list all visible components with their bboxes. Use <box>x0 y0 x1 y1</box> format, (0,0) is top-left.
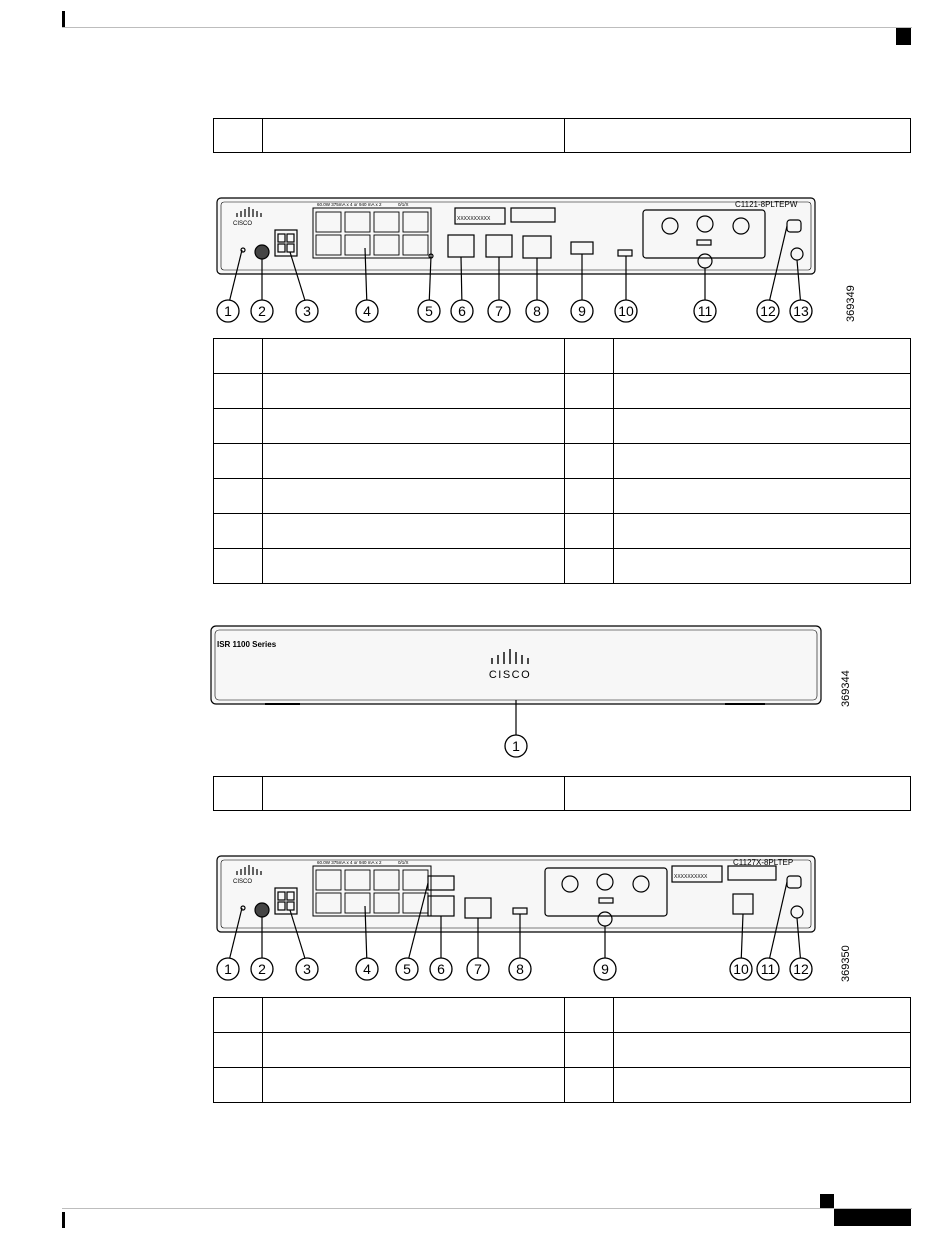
router-rear-panel-figure-3 <box>205 848 845 988</box>
figure-id-2: 369344 <box>840 670 852 707</box>
table-row <box>214 777 911 811</box>
table-row <box>214 374 911 409</box>
port-group-label: 0/1/X <box>398 860 409 865</box>
callout-8: 8 <box>533 303 541 319</box>
callout-12: 12 <box>760 303 776 319</box>
table-row <box>214 479 911 514</box>
port-group-label: 0/1/X <box>398 202 409 207</box>
callout-12: 12 <box>793 961 809 977</box>
brand-label: CISCO <box>233 221 253 227</box>
table-row <box>214 444 911 479</box>
callout-4: 4 <box>363 303 371 319</box>
table-cell <box>565 777 911 811</box>
router-rear-panel-figure-1 <box>205 190 845 330</box>
footer-marker <box>62 1212 65 1228</box>
callout-11: 11 <box>760 961 776 977</box>
table-cell <box>263 119 565 153</box>
table-cell <box>214 119 263 153</box>
router-front-panel-figure <box>205 620 835 765</box>
callout-3: 3 <box>303 961 311 977</box>
table-row <box>214 549 911 584</box>
serial-placeholder: XXXXXXXXXX <box>457 216 491 222</box>
table-row <box>214 514 911 549</box>
header-tab-square <box>896 28 911 45</box>
table-cell <box>565 119 911 153</box>
callout-4: 4 <box>363 961 371 977</box>
table-row <box>214 409 911 444</box>
poe-label: 60.0W 375mA x 4 or 940 mA x 2 <box>317 202 382 207</box>
callout-1: 1 <box>512 738 520 754</box>
callout-13: 13 <box>793 303 809 319</box>
header-rule <box>62 27 912 28</box>
callout-table-1 <box>213 338 911 584</box>
callout-11: 11 <box>697 303 713 319</box>
callout-9: 9 <box>578 303 586 319</box>
callout-6: 6 <box>437 961 445 977</box>
callout-table-2 <box>213 776 911 811</box>
callout-7: 7 <box>495 303 503 319</box>
callout-1: 1 <box>224 303 232 319</box>
callout-3: 3 <box>303 303 311 319</box>
callout-2: 2 <box>258 961 266 977</box>
table-cell <box>263 777 565 811</box>
model-label: C1121-8PLTEPW <box>735 200 798 209</box>
callout-9: 9 <box>601 961 609 977</box>
spec-table-top <box>213 118 911 153</box>
figure-id-3: 369350 <box>840 945 852 982</box>
callout-6: 6 <box>458 303 466 319</box>
callout-8: 8 <box>516 961 524 977</box>
series-label: ISR 1100 Series <box>217 640 277 649</box>
table-row <box>214 998 911 1033</box>
callout-10: 10 <box>733 961 749 977</box>
callout-5: 5 <box>425 303 433 319</box>
figure-id-1: 369349 <box>845 285 857 322</box>
callout-5: 5 <box>403 961 411 977</box>
poe-label: 60.0W 375mA x 4 or 940 mA x 2 <box>317 860 382 865</box>
serial-placeholder: XXXXXXXXXX <box>674 874 708 880</box>
footer-tab-square <box>820 1194 834 1208</box>
callout-1: 1 <box>224 961 232 977</box>
table-row <box>214 1033 911 1068</box>
callout-10: 10 <box>618 303 634 319</box>
callout-7: 7 <box>474 961 482 977</box>
header-marker <box>62 11 65 27</box>
footer-page-tab <box>834 1209 911 1226</box>
table-row <box>214 339 911 374</box>
table-row <box>214 1068 911 1103</box>
brand-logo-text: CISCO <box>488 669 532 681</box>
table-row <box>214 119 911 153</box>
model-label: C1127X-8PLTEP <box>733 858 794 867</box>
callout-table-3 <box>213 997 911 1103</box>
table-cell <box>214 777 263 811</box>
callout-2: 2 <box>258 303 266 319</box>
brand-label: CISCO <box>233 879 253 885</box>
footer-rule <box>62 1208 912 1209</box>
